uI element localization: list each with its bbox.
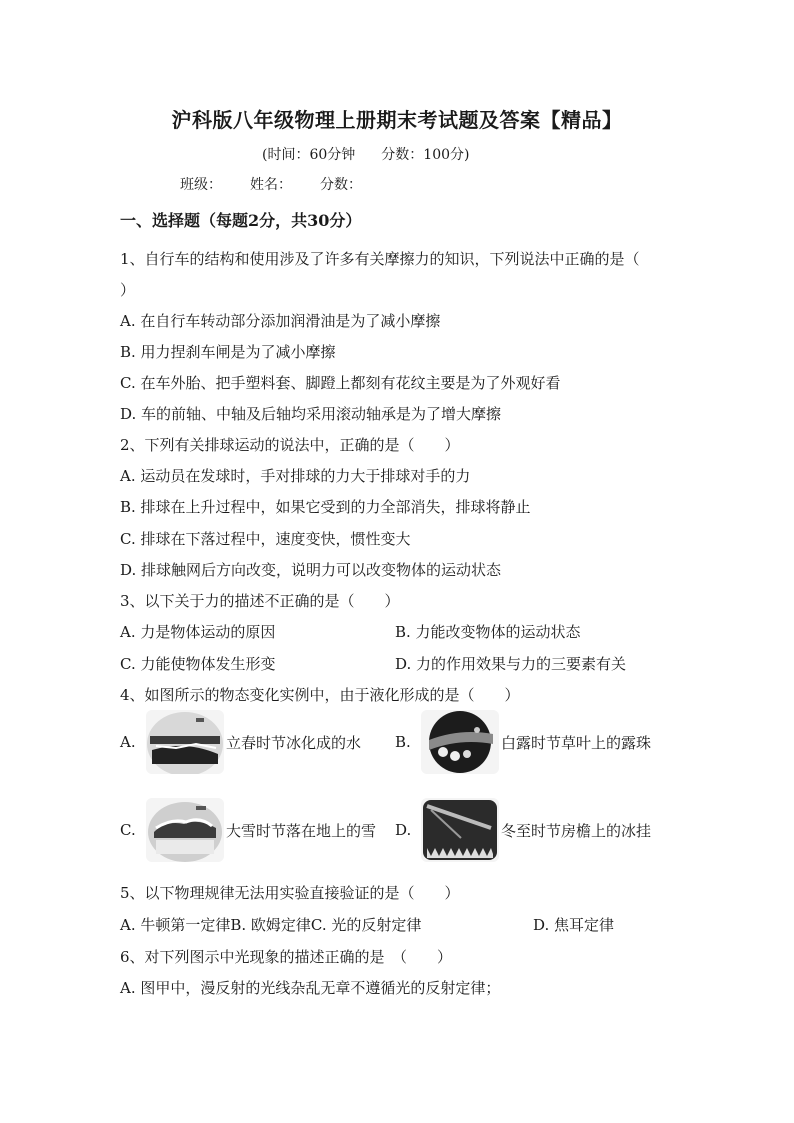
- name-label: 姓名：: [250, 177, 292, 193]
- question-3-option-b: B. 力能改变物体的运动状态: [395, 623, 581, 641]
- icicles-photo-icon: [421, 798, 499, 862]
- section-heading: 一、选择题（每题2分，共30分）: [120, 211, 362, 230]
- snow-scene-photo-icon: [146, 798, 224, 862]
- question-4-option-b: [395, 710, 651, 774]
- page-title: 沪科版八年级物理上册期末考试题及答案【精品】: [171, 108, 623, 132]
- question-1-option-d: D. 车的前轴、中轴及后轴均采用滚动轴承是为了增大摩擦: [120, 405, 502, 423]
- dew-drops-photo-icon: [421, 710, 499, 774]
- question-3-option-a: A. 力是物体运动的原因: [120, 623, 276, 641]
- question-2-stem: 2、下列有关排球运动的说法中，正确的是（ ）: [120, 436, 460, 454]
- question-2-option-d: D. 排球触网后方向改变，说明力可以改变物体的运动状态: [120, 561, 502, 579]
- question-3-option-c: C. 力能使物体发生形变: [120, 655, 276, 673]
- exam-meta: [262, 144, 495, 164]
- question-4-option-c: [120, 798, 376, 862]
- option-c-label: C.: [120, 821, 136, 839]
- option-d-label: D.: [395, 821, 412, 839]
- question-1-option-a: A. 在自行车转动部分添加润滑油是为了减小摩擦: [120, 312, 441, 330]
- question-6-option-a: A. 图甲中，漫反射的光线杂乱无章不遵循光的反射定律；: [120, 979, 501, 997]
- question-2-option-a: A. 运动员在发球时，手对排球的力大于排球对手的力: [120, 467, 471, 485]
- question-4-option-d: [395, 798, 651, 862]
- exam-time: (时间：60分钟: [262, 147, 356, 163]
- question-4-option-a: [120, 710, 361, 774]
- question-2-option-c: C. 排球在下落过程中，速度变快，惯性变大: [120, 530, 411, 548]
- question-1-stem: 1、自行车的结构和使用涉及了许多有关摩擦力的知识，下列说法中正确的是（: [120, 250, 640, 268]
- question-1-option-c: C. 在车外胎、把手塑料套、脚蹬上都刻有花纹主要是为了外观好看: [120, 374, 561, 392]
- option-a-label: A.: [120, 733, 136, 751]
- question-5-options-abc: A. 牛顿第一定律B. 欧姆定律C. 光的反射定律: [120, 916, 422, 934]
- option-a-caption: 立春时节冰化成的水: [226, 733, 362, 752]
- score-label: 分数：: [320, 177, 362, 193]
- option-b-caption: 白露时节草叶上的露珠: [501, 733, 652, 752]
- question-6-stem: 6、对下列图示中光现象的描述正确的是 （ ）: [120, 948, 453, 966]
- question-3-stem: 3、以下关于力的描述不正确的是（ ）: [120, 592, 400, 610]
- question-5-option-d: D. 焦耳定律: [533, 916, 615, 934]
- question-1-option-b: B. 用力捏刹车闸是为了减小摩擦: [120, 343, 336, 361]
- question-3-option-d: D. 力的作用效果与力的三要素有关: [395, 655, 627, 673]
- ice-melting-photo-icon: [146, 710, 224, 774]
- class-label: 班级：: [180, 177, 222, 193]
- question-4-stem: 4、如图所示的物态变化实例中，由于液化形成的是（ ）: [120, 686, 520, 704]
- option-c-caption: 大雪时节落在地上的雪: [226, 821, 377, 840]
- question-2-option-b: B. 排球在上升过程中，如果它受到的力全部消失，排球将静止: [120, 498, 531, 516]
- student-info: [180, 174, 390, 194]
- exam-total-score: 分数：100分): [381, 147, 470, 163]
- option-b-label: B.: [395, 733, 411, 751]
- question-5-stem: 5、以下物理规律无法用实验直接验证的是（ ）: [120, 884, 460, 902]
- option-d-caption: 冬至时节房檐上的冰挂: [501, 821, 652, 840]
- question-1-stem-end: ）: [120, 281, 136, 299]
